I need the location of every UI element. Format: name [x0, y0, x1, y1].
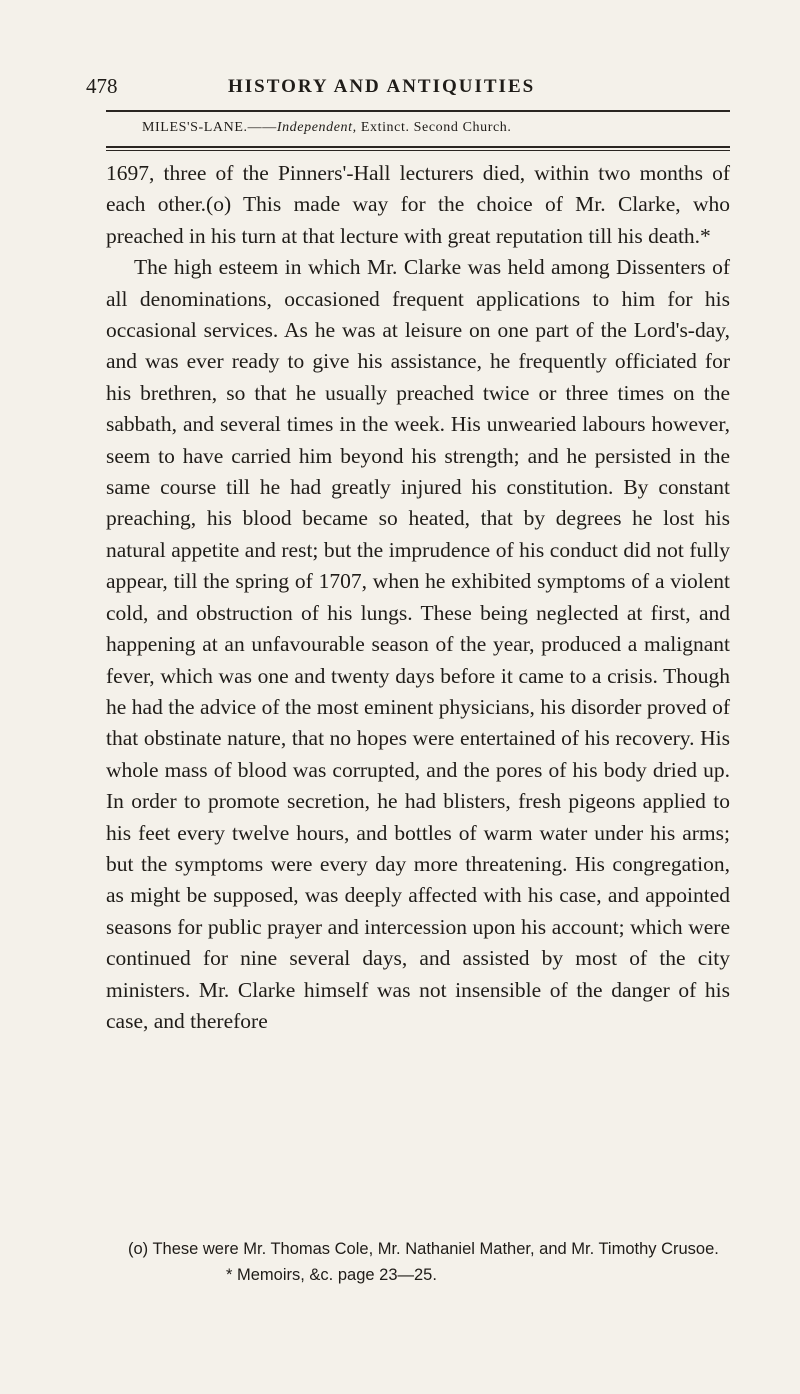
- page-number: 478: [86, 74, 118, 98]
- section-dash: ——: [247, 120, 277, 135]
- body-text: [106, 158, 730, 1037]
- section-name: MILES'S-LANE.: [142, 120, 248, 135]
- section-status: Extinct. Second Church.: [360, 120, 512, 135]
- header-rule-top: [106, 110, 730, 112]
- section-subheading: [142, 120, 742, 136]
- footnotes: [106, 1236, 730, 1288]
- running-title: HISTORY AND ANTIQUITIES: [228, 76, 536, 97]
- paragraph-1: 1697, three of the Pinners'-Hall lecturers died, within two months of each other.(o) This made way for the choice of Mr. Clarke, who preached in his turn at that lecture with great reputation till his death.*: [106, 161, 730, 248]
- footnote-o: (o) These were Mr. Thomas Cole, Mr. Nathaniel Mather, and Mr. Timothy Crusoe.: [128, 1240, 719, 1258]
- section-denomination: Independent,: [276, 120, 357, 135]
- footnote-star: * Memoirs, &c. page 23—25.: [226, 1266, 437, 1284]
- paragraph-2: The high esteem in which Mr. Clarke was held among Dissenters of all denominations, occasioned frequent applications to him for his occasional services. As he was at leisure on one part of the Lord's-day, and was ever ready to give his assistance, he frequently officiated for his brethren, so that he usually preached twice or three times on the sabbath, and several times in the week. His unwearied labours however, seem to have carried him beyond his strength; and he persisted in the same course till he had greatly injured his constitution. By constant preaching, his blood became so heated, that by degrees he lost his natural appetite and rest; but the imprudence of his conduct did not fully appear, till the spring of 1707, when he exhibited symptoms of a violent cold, and obstruction of his lungs. These being neglected at first, and happening at an unfavourable season of the year, produced a malignant fever, which was one and twenty days before it came to a crisis. Though he had the advice of the most eminent physicians, his disorder proved of that obstinate nature, that no hopes were entertained of his recovery. His whole mass of blood was corrupted, and the pores of his body dried up. In order to promote secretion, he had blisters, fresh pigeons applied to his feet every twelve hours, and bottles of warm water under his arms; but the symptoms were every day more threatening. His congregation, as might be supposed, was deeply affected with his case, and appointed seasons for public prayer and intercession upon his account; which were continued for nine several days, and assisted by most of the city ministers. Mr. Clarke himself was not insensible of the danger of his case, and therefore: [106, 255, 730, 1033]
- header-rule-bottom: [106, 146, 730, 148]
- header-rule-bottom-thin: [106, 150, 730, 151]
